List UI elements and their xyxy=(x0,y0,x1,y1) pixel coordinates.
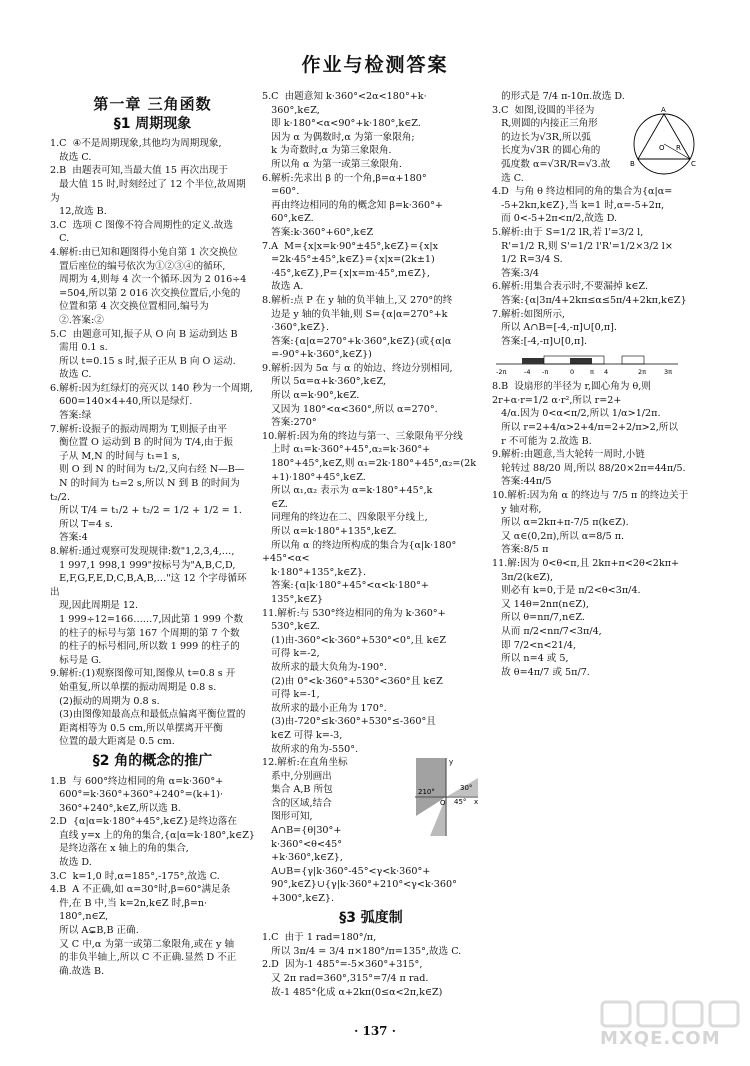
column-3 xyxy=(492,90,700,679)
axis-label-x: x xyxy=(474,798,479,807)
page-number: · 137 · xyxy=(354,1024,396,1038)
answer-item: 3.C 如图,设圆的半径为 R,则圆的内接正三角形 的边长为√3R,所以弧 长度为√3R 的圆心角的 弧度数 α=√3R/R=√3.故 选 C. xyxy=(492,104,611,184)
tick-label: -π xyxy=(542,368,549,377)
point-label: B xyxy=(630,159,635,168)
angle-label: 45° xyxy=(454,798,467,807)
answer-item: 8.解析:点 P 在 y 轴的负半轴上,又 270°的终 边是 y 轴的负半轴,则 S={α|α=270°+k ·360°,k∈Z}. 答案:{α|α=270°+k·360°,k∈Z}(或{α|α =-90°+k·360°,k∈Z}) xyxy=(262,294,453,361)
answer-item: 1.C ④不是周期现象,其他均为周期现象, 故选 C. xyxy=(50,138,222,163)
answer-item: 7.解析:如图所示, 所以 A∩B=[-4,-π]∪[0,π]. 答案:[-4,-π]∪[0,π]. xyxy=(492,308,617,347)
answer-item: 2.D {α|α=k·180°+45°,k∈Z}是终边落在 直线 y=x 上的角的集合,{α|α=k·180°,k∈Z} 是终边落在 x 轴上的角的集合, 故选 D. xyxy=(50,816,255,869)
answer-item: 9.解析:因为 5α 与 α 的始边、终边分别相同, 所以 5α=α+k·360°,k∈Z, 所以 α=k·90°,k∈Z. 又因为 180°<α<360°,所以 α=270°. 答案:270° xyxy=(262,362,453,429)
answer-item: 7.A M={x|x=k·90°±45°,k∈Z}={x|x =2k·45°±45°,k∈Z}={x|x=(2k±1) ·45°,k∈Z},P={x|x=m·45°,m∈Z}, 故选 A. xyxy=(262,240,439,293)
column-2 xyxy=(262,90,480,999)
answer-item: 4.B A 不正确,如 α=30°时,β=60°满足条 件,在 B 中,当 k=2n,k∈Z 时,β=n· 180°,n∈Z, 所以 A⊊B,B 正确. 又 C 中,α 为第一或第二象限角,或在 y 轴 的非负半轴上,所以 C 不正确.显然 D 不正 确.故选 B. xyxy=(50,884,237,977)
point-label: C xyxy=(691,159,696,168)
answer-item: 4.解析:由已知和题图得小兔自第 1 次交换位 置后座位的编号依次为①②③④的循环, 周期为 4,则每 4 次一个循环.因为 2 016÷4 =504,所以第 2 016 次交换位置后,小兔的 位置和第 4 次交换位置相同,编号为 ②.答案:② xyxy=(50,246,247,326)
tick-label: -2π xyxy=(496,368,507,377)
chapter-heading: 第一章 三角函数 xyxy=(93,95,212,113)
answer-item: 2.B 由题表可知,当最大值 15 再次出现于 最大值 15 时,时刻经过了 12 个半位,故周期为 12,故选 B. xyxy=(50,165,246,218)
answer-item: 1.B 与 600°终边相同的角 α=k·360°+ 600°=k·360°+360°+240°=(k+1)· 360°+240°,k∈Z,所以选 B. xyxy=(50,775,224,814)
answer-item: 5.解析:由于 S=1/2 lR,若 l'=3/2 l, R'=1/2 R,则 S'=1/2 l'R'=1/2×3/2 l× 1/2 R=3/4 S. 答案:3/4 xyxy=(492,226,673,279)
answer-item: 9.解析:由题意,当大轮转一周时,小链 轮转过 88/20 周,所以 88/20×2π=44π/5. 答案:44π/5 xyxy=(492,449,686,488)
angle-label: 210° xyxy=(418,788,435,797)
section-heading-3: §3 弧度制 xyxy=(339,909,403,926)
number-line-figure xyxy=(492,352,682,376)
section-heading-2: §2 角的概念的推广 xyxy=(92,752,213,769)
answer-item: 6.解析:先求出 β 的一个角,β=α+180° =60°. 再由终边相同的角的概念知 β=k·360°+ 60°,k∈Z. 答案:k·360°+60°,k∈Z xyxy=(262,172,443,238)
interval-shade xyxy=(522,358,544,364)
point-label: R xyxy=(676,143,681,152)
tick-label: -4 xyxy=(524,368,531,377)
watermark-logo xyxy=(592,998,742,1056)
origin-label: O xyxy=(440,799,446,808)
inscribed-triangle-figure xyxy=(628,104,700,182)
answer-item: 3.C 选项 C 图像不符合周期性的定义.故选 C. xyxy=(50,219,233,245)
interval-shade xyxy=(570,358,592,364)
answer-item: 5.C 由题意知 k·360°<2α<180°+k· 360°,k∈Z, 即 k·180°<α<90°+k·180°,k∈Z. 因为 α 为偶数时,α 为第一象限角; k 为奇数时,α 为第三象限角. 所以角 α 为第一或第三象限角. xyxy=(262,91,427,170)
answer-item: 7.解析:设振子的振动周期为 T,则振子由平 衡位置 O 运动到 B 的时间为 T/4,由于振 子从 M,N 的时间与 t₁=1 s, 则 O 到 N 的时间为 t₂/2,又向右经 N—B— N 的时间为 t₂=2 s,所以 N 到 B 的时间为 t₂/2. 所以 T/4 = t₁/2 + t₂/2 = 1/2 + 1/2 = 1. 所以 T=4 s. 答案:4 xyxy=(50,423,245,544)
region-a xyxy=(416,758,446,816)
point-label: O xyxy=(659,143,665,152)
answer-item: 11.解析:与 530°终边相同的角为 k·360°+ 530°,k∈Z. (1)由-360°<k·360°+530°<0°,且 k∈Z 可得 k=-2, 故所求的最大负角为-190°. (2)由 0°<k·360°+530°<360°且 k∈Z 可得 k=-1, 故所求的最小正角为 170°. (3)由-720°≤k·360°+530°≤-360°且 k∈Z 可得 k=-3, 故所求的角为-550°. xyxy=(262,607,447,755)
answer-item: 12.解析:在直角坐标 系中,分别画出 集合 A,B 所包 含的区域,结合 图形可知, A∩B={θ|30°+ k·360°<θ<45° +k·360°,k∈Z}, A∪B={γ|k·360°-45°<γ<k·360°+ 90°,k∈Z}∪{γ|k·360°+210°<γ<k·360° +300°,k∈Z}. xyxy=(262,757,457,905)
answer-item: 5.C 由题意可知,振子从 O 向 B 运动到达 B 需用 0.1 s. 所以 t=0.15 s 时,振子正从 B 向 O 运动. 故选 C. xyxy=(50,328,238,381)
answer-item: 6.解析:用集合表示时,不要漏掉 k∈Z. 答案:{α|3π/4+2kπ≤α≤5π/4+2kπ,k∈Z} xyxy=(492,281,687,306)
interval-box xyxy=(622,356,644,364)
answer-item: 2.D 因为-1 485°=-5×360°+315°, 又 2π rad=360°,315°=7/4 π rad. 故-1 485°化成 α+2kπ(0≤α<2π,k∈Z) xyxy=(262,959,443,998)
answer-item: 4.D 与角 θ 终边相同的角的集合为{α|α= -5+2kπ,k∈Z},当 k=1 时,α=-5+2π, 而 0<-5+2π<π/2,故选 D. xyxy=(492,186,673,225)
angle-region-figure xyxy=(410,756,480,838)
answer-item: 10.解析:因为角 α 的终边与 7/5 π 的终边关于 y 轴对称, 所以 α=2kπ+π-7/5 π(k∈Z). 又 α∈(0,2π),所以 α=8/5 π. 答案:8/5 π xyxy=(492,490,689,556)
answer-item: 11.解:因为 0<θ<π,且 2kπ+π<2θ<2kπ+ 3π/2(k∈Z), 则必有 k=0,于是 π/2<θ<3π/4. 又 14θ=2nπ(n∈Z), 所以 θ=nπ/7,n∈Z. 从而 π/2<nπ/7<3π/4, 即 7/2<n<21/4, 所以 n=4 或 5, 故 θ=4π/7 或 5π/7. xyxy=(492,558,680,678)
answer-item: 9.解析:(1)观察图像可知,图像从 t=0.8 s 开 始重复,所以单摆的振动周期是 0.8 s. (2)振动的周期为 0.8 s. (3)由图像知最高点和最低点偏离平衡位置的 距离相等为 0.5 cm,所以单摆离开平衡 位置的最大距离是 0.5 cm. xyxy=(50,668,246,748)
tick-label: 0 xyxy=(570,368,575,377)
answer-item: 的形式是 7/4 π-10π.故选 D. xyxy=(492,91,625,102)
triangle-shape xyxy=(638,114,690,159)
tick-label: 3π xyxy=(664,368,673,377)
page-title: 作业与检测答案 xyxy=(301,54,449,76)
angle-label: 30° xyxy=(460,784,473,793)
point-label: A xyxy=(661,105,666,114)
answer-item: 3.C k=1,0 时,α=185°,-175°,故选 C. xyxy=(50,870,220,882)
section-heading-1: §1 周期现象 xyxy=(113,115,192,132)
answer-item: 8.解析:通过观察可发现规律:数"1,2,3,4,…, 1 997,1 998,1 999"按标号为"A,B,C,D, E,F,G,F,E,D,C,B,A,B,…"这 12 个字母循环出 现,因此周期是 12. 1 999÷12=166……7,因此第 1 999 个数 的柱子的标号与第 167 个周期的第 7 个数 的柱子的标号相同,所以数 1 999 的柱子的 标号是 G. xyxy=(50,546,247,666)
watermark-text: MXQE.COM xyxy=(600,1028,721,1049)
tick-label: 4 xyxy=(604,368,609,377)
answer-item: 1.C 由于 1 rad=180°/π, 所以 3π/4 = 3/4 π×180°/π=135°,故选 C. xyxy=(262,932,462,957)
answer-item: 6.解析:因为红绿灯的亮灭以 140 秒为一个周期, 600=140×4+40,所以是绿灯. 答案:绿 xyxy=(50,382,253,422)
item-3-block xyxy=(492,104,700,186)
axis-label-y: y xyxy=(449,758,454,767)
answer-item: 10.解析:因为角的终边与第一、三象限角平分线 上时 α₁=k·360°+45°,α₂=k·360°+ 180°+45°,k∈Z,则 α₁=2k·180°+45°,α₂=(2k +1)·180°+45°,k∈Z. 所以 α₁,α₂ 表示为 α=k·180°+45°,k ∈Z. 同理角的终边在二、四象限平分线上, 所以 α=k·180°+135°,k∈Z. 所以角 α 的终边所构成的集合为{α|k·180°+45°<α< k·180°+135°,k∈Z}. 答案:{α|k·180°+45°<α<k·180°+ 135°,k∈Z} xyxy=(262,430,477,605)
tick-label: π xyxy=(590,368,594,377)
item-12-block xyxy=(262,756,480,906)
answer-item: 8.B 设扇形的半径为 r,圆心角为 θ,则 2r+α·r=1/2 α·r²,所以 r=2+ 4/α.因为 0<α<π/2,所以 1/α>1/2π. 所以 r=2+4/α>2+4/π=2+2/π>2,所以 r 不可能为 2.故选 B. xyxy=(492,381,678,447)
tick-label: 2π xyxy=(638,368,647,377)
column-1 xyxy=(50,96,255,978)
